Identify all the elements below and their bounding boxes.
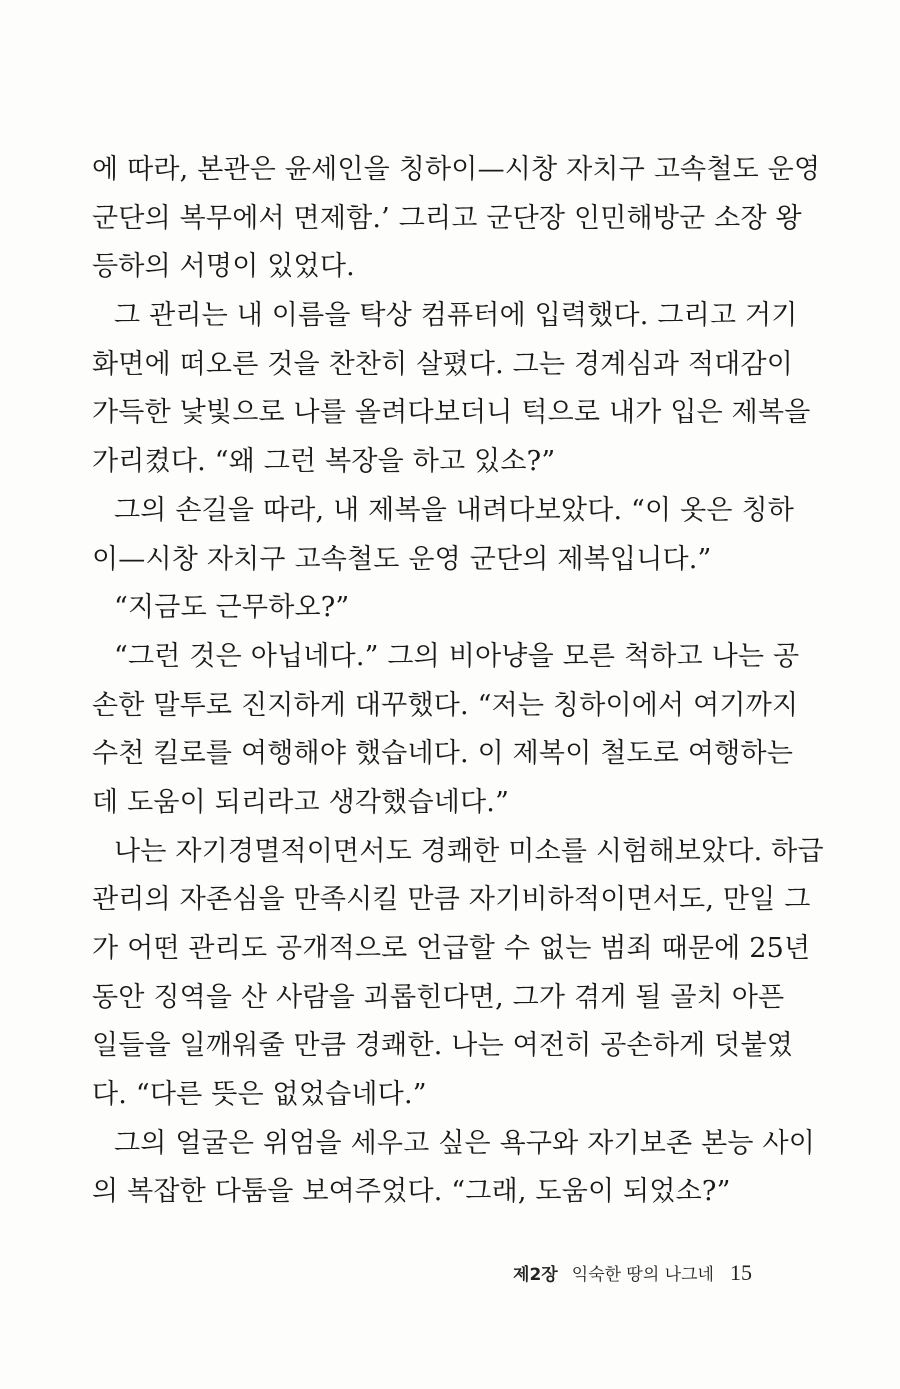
text-line: 가리켰다. “왜 그런 복장을 하고 있소?” xyxy=(92,446,556,478)
running-footer xyxy=(513,1258,752,1288)
text-line: 가득한 낯빛으로 나를 올려다보더니 턱으로 내가 입은 제복을 xyxy=(92,397,811,429)
text-line: 나는 자기경멸적이면서도 경쾌한 미소를 시험해보았다. 하급 xyxy=(114,835,824,867)
chapter-label: 제2장 xyxy=(513,1265,558,1285)
text-line: 화면에 떠오른 것을 찬찬히 살폈다. 그는 경계심과 적대감이 xyxy=(92,348,794,380)
text-line: 손한 말투로 진지하게 대꾸했다. “저는 칭하이에서 여기까지 xyxy=(92,689,799,721)
body-text xyxy=(92,146,824,1217)
text-line: 군단의 복무에서 면제함.’ 그리고 군단장 인민해방군 소장 왕 xyxy=(92,202,802,234)
text-line: 일들을 일깨워줄 만큼 경쾌한. 나는 여전히 공손하게 덧붙였 xyxy=(92,1030,794,1062)
text-line: 등하의 서명이 있었다. xyxy=(92,251,355,283)
text-line: 그의 얼굴은 위엄을 세우고 싶은 욕구와 자기보존 본능 사이 xyxy=(114,1127,816,1159)
text-line: “지금도 근무하오?” xyxy=(114,592,350,624)
text-line: 수천 킬로를 여행해야 했습네다. 이 제복이 철도로 여행하는 xyxy=(92,738,794,770)
text-line: 관리의 자존심을 만족시킬 만큼 자기비하적이면서도, 만일 그 xyxy=(92,884,811,916)
text-line: 에 따라, 본관은 윤세인을 칭하이—시창 자치구 고속철도 운영 xyxy=(92,154,821,185)
text-line: 가 어떤 관리도 공개적으로 언급할 수 없는 범죄 때문에 25년 xyxy=(92,933,811,964)
text-line: 그의 손길을 따라, 내 제복을 내려다보았다. “이 옷은 칭하 xyxy=(114,494,795,526)
chapter-title: 익숙한 땅의 나그네 xyxy=(571,1265,714,1285)
text-line: 다. “다른 뜻은 없었습네다.” xyxy=(92,1079,427,1111)
page-number: 15 xyxy=(730,1260,752,1285)
text-line: 이—시창 자치구 고속철도 운영 군단의 제복입니다.” xyxy=(92,543,712,575)
text-line: 그 관리는 내 이름을 탁상 컴퓨터에 입력했다. 그리고 거기 xyxy=(114,300,798,332)
text-line: 데 도움이 되리라고 생각했습네다.” xyxy=(92,786,510,818)
text-line: 의 복잡한 다툼을 보여주었다. “그래, 도움이 되었소?” xyxy=(92,1176,731,1208)
text-line: “그런 것은 아닙네다.” 그의 비아냥을 모른 척하고 나는 공 xyxy=(114,640,800,672)
text-line: 동안 징역을 산 사람을 괴롭힌다면, 그가 겪게 될 골치 아픈 xyxy=(92,981,785,1013)
